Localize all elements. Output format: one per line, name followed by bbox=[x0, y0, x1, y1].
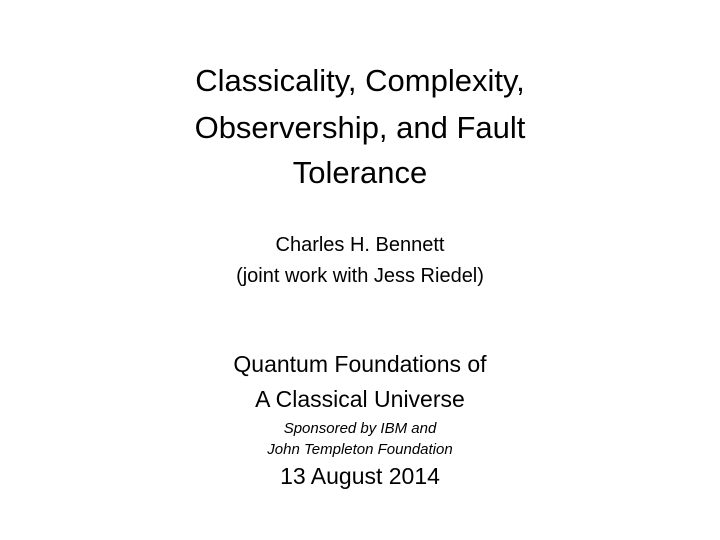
sponsor-line-1: Sponsored by IBM and bbox=[283, 420, 437, 437]
presentation-date: 13 August 2014 bbox=[280, 463, 440, 489]
title-line-3: Tolerance bbox=[292, 155, 428, 190]
author-collaboration: (joint work with Jess Riedel) bbox=[236, 265, 484, 287]
title-line-1: Classicality, Complexity, bbox=[195, 63, 525, 98]
conference-line-1: Quantum Foundations of bbox=[233, 351, 487, 377]
conference-line-2: A Classical Universe bbox=[255, 386, 465, 412]
author-name: Charles H. Bennett bbox=[275, 234, 445, 256]
sponsor-line-2: John Templeton Foundation bbox=[267, 441, 453, 458]
title-line-2: Observership, and Fault bbox=[194, 110, 526, 145]
